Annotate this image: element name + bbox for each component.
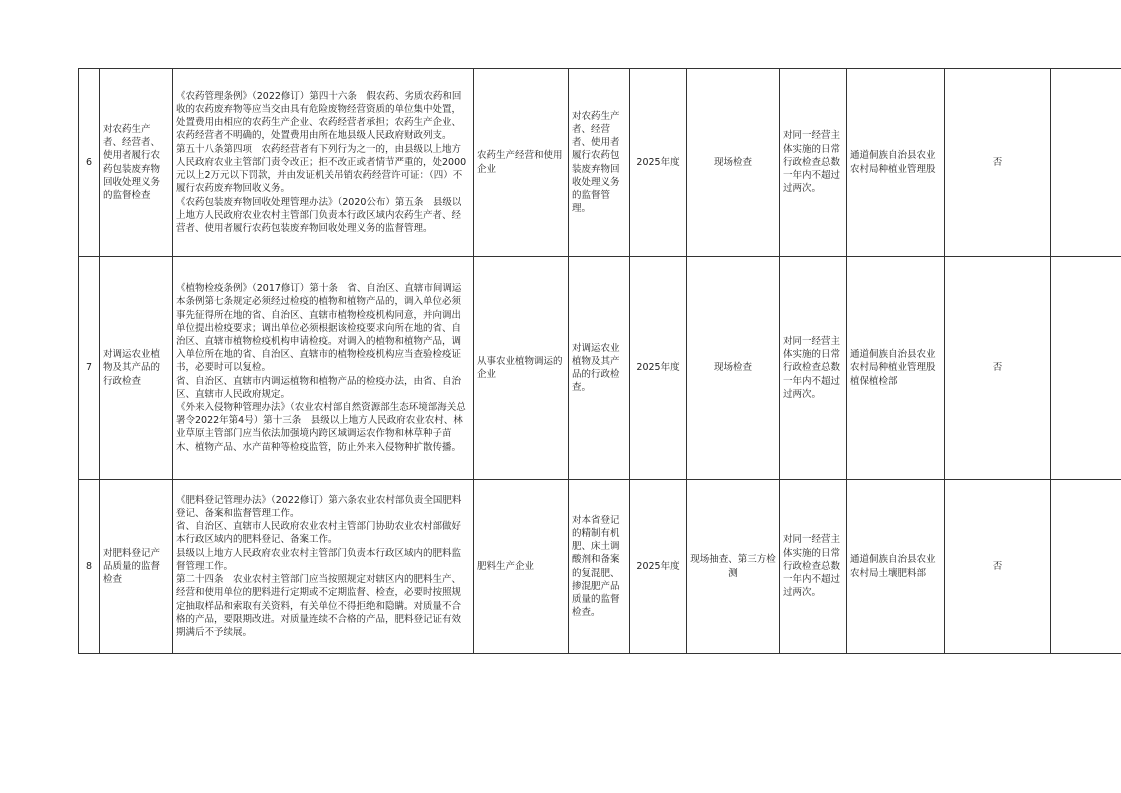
row-number: 6 (79, 69, 100, 257)
inspection-content: 对农药生产者、经营者、使用者履行农药包装废弃物回收处理义务的监督管理。 (569, 69, 630, 257)
inspection-frequency: 对同一经营主体实施的日常行政检查总数一年内不超过过两次。 (780, 480, 847, 654)
inspection-object: 农药生产经营和使用企业 (474, 69, 569, 257)
inspection-method: 现场抽查、第三方检测 (687, 480, 780, 654)
inspection-year: 2025年度 (630, 257, 687, 480)
basis-paragraph: 《肥料登记管理办法》（2022修订）第六条农业农村部负责全国肥料登记、备案和监督管理工作。 (176, 494, 462, 520)
legal-basis (173, 69, 474, 257)
inspection-table (78, 68, 1121, 654)
responsible-department: 通道侗族自治县农业农村局种植业管理股植保植检部 (847, 257, 945, 480)
legal-basis (173, 480, 474, 654)
yes-no-flag: 否 (945, 257, 1051, 480)
table-row (79, 257, 1121, 480)
inspection-item: 对农药生产者、经营者、使用者履行农药包装废弃物回收处理义务的监督检查 (100, 69, 173, 257)
inspection-year: 2025年度 (630, 69, 687, 257)
row-number: 8 (79, 480, 100, 654)
inspection-method: 现场检查 (687, 257, 780, 480)
basis-paragraph: 第二十四条 农业农村主管部门应当按照规定对辖区内的肥料生产、经营和使用单位的肥料进行定期或不定期监督、检查，必要时按照规定抽取样品和索取有关资料，有关单位不得拒绝和隐瞒。对质量不合格的产品，要限期改进。对质量连续不合格的产品，肥料登记证有效期满后不予续展。 (176, 574, 462, 638)
inspection-method: 现场检查 (687, 69, 780, 257)
legal-basis (173, 257, 474, 480)
basis-paragraph: 省、自治区、直辖市人民政府农业农村主管部门协助农业农村部做好本行政区域内的肥料登记、备案工作。 (176, 521, 462, 546)
inspection-frequency: 对同一经营主体实施的日常行政检查总数一年内不超过过两次。 (780, 257, 847, 480)
inspection-year: 2025年度 (630, 480, 687, 654)
inspection-object: 从事农业植物调运的企业 (474, 257, 569, 480)
basis-paragraph: 县级以上地方人民政府农业农村主管部门负责本行政区域内的肥料监督管理工作。 (176, 547, 462, 572)
inspection-item: 对调运农业植物及其产品的行政检查 (100, 257, 173, 480)
row-number: 7 (79, 257, 100, 480)
inspection-frequency: 对同一经营主体实施的日常行政检查总数一年内不超过过两次。 (780, 69, 847, 257)
basis-paragraph: 《农药管理条例》（2022修订）第四十六条 假农药、劣质农药和回收的农药废弃物等应当交由具有危险废物经营资质的单位集中处置，处置费用由相应的农药生产企业、农药经营者承担；农药生产企业、农药经营者不明确的，处置费用由所在地县级人民政府财政列支。 (176, 90, 462, 142)
inspection-content: 对调运农业植物及其产品的行政检查。 (569, 257, 630, 480)
basis-paragraph: 《植物检疫条例》（2017修订）第十条 省、自治区、直辖市间调运本条例第七条规定必须经过检疫的植物和植物产品的，调入单位必须事先征得所在地的省、自治区、直辖市植物检疫机构同意，并向调出单位提出检疫要求；调出单位必须根据该检疫要求向所在地的省、自治区、直辖市植物检疫机构申请检疫。对调入的植物和植物产品，调入单位所在地的省、自治区、直辖市的植物检疫机构应当查验检疫证书，必要时可以复检。 (176, 283, 462, 374)
remarks-cell (1051, 69, 1121, 257)
remarks-cell (1051, 257, 1121, 480)
yes-no-flag: 否 (945, 480, 1051, 654)
yes-no-flag: 否 (945, 69, 1051, 257)
basis-paragraph: 《农药包装废弃物回收处理管理办法》（2020公布）第五条 县级以上地方人民政府农业农村主管部门负责本行政区域内农药生产者、经营者、使用者履行农药包装废弃物回收处理义务的监督管理。 (176, 196, 462, 234)
basis-paragraph: 第五十八条第四项 农药经营者有下列行为之一的，由县级以上地方人民政府农业主管部门责令改正；拒不改正或者情节严重的，处2000元以上2万元以下罚款，并由发证机关吊销农药经营许可证：（四）不履行农药废弃物回收义务。 (176, 143, 467, 195)
inspection-content: 对本省登记的精制有机肥、床土调酸剂和备案的复混肥、掺混肥产品质量的监督检查。 (569, 480, 630, 654)
inspection-object: 肥料生产企业 (474, 480, 569, 654)
inspection-item: 对肥料登记产品质量的监督检查 (100, 480, 173, 654)
table-row (79, 480, 1121, 654)
table-row (79, 69, 1121, 257)
responsible-department: 通道侗族自治县农业农村局种植业管理股 (847, 69, 945, 257)
remarks-cell (1051, 480, 1121, 654)
responsible-department: 通道侗族自治县农业农村局土壤肥料部 (847, 480, 945, 654)
basis-paragraph: 《外来入侵物种管理办法》（农业农村部自然资源部生态环境部海关总署令2022年第4号）第十三条 县级以上地方人民政府农业农村、林业草原主管部门应当依法加强境内跨区域调运农作物和林草种子苗木、植物产品、水产苗种等检疫监管，防止外来入侵物种扩散传播。 (176, 402, 466, 453)
basis-paragraph: 省、自治区、直辖市内调运植物和植物产品的检疫办法，由省、自治区、直辖市人民政府规定。 (176, 375, 462, 400)
